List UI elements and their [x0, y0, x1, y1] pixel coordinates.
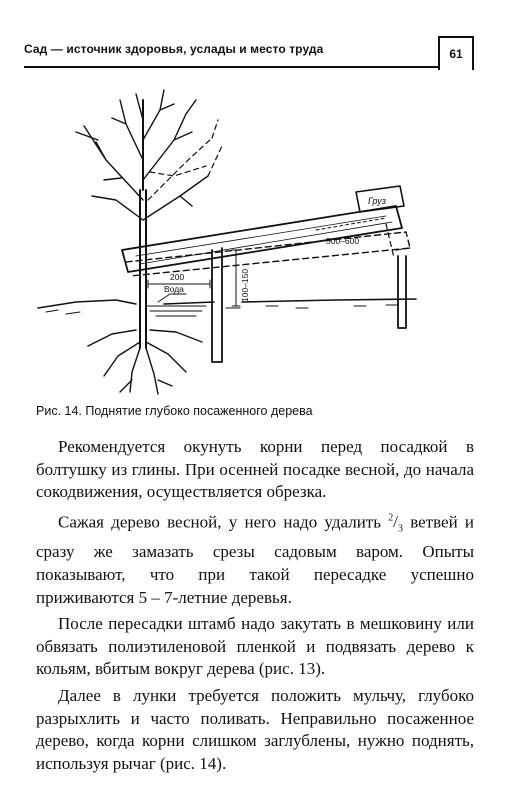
- fulcrum-post: [212, 248, 222, 362]
- header-title: Сад — источник здоровья, услады и место труда: [24, 42, 324, 56]
- page-number: 61: [438, 36, 474, 70]
- paragraph-text: ветвей и сразу же замазать срезы садовым варом. Опыты показывают, что при такой пересадке успешно приживаются 5 – 7-летние деревья.: [36, 512, 474, 607]
- weight-label: Груз: [368, 196, 386, 206]
- height-range-label: 500–600: [326, 236, 360, 246]
- water-label: Вода: [164, 284, 184, 294]
- paragraph: После пересадки штамб надо закутать в мешковину или обвязать полиэтиленовой пленкой и подвязать дерево к кольям, вбитым вокруг дерева (рис. 13).: [36, 614, 474, 679]
- lever-beam: [122, 206, 402, 272]
- tree-lifting-illustration: [36, 80, 476, 400]
- ground-line: [38, 299, 416, 308]
- height-range-line: [316, 218, 386, 230]
- distance-label: 200: [170, 272, 185, 282]
- water-marker: [158, 294, 186, 302]
- body-text: [36, 436, 474, 779]
- right-post: [398, 256, 406, 328]
- paragraph: [36, 508, 474, 609]
- fraction-denominator: 3: [397, 523, 403, 535]
- paragraph-text: Сажая дерево весной, у него надо удалить: [58, 512, 389, 532]
- figure-caption: Рис. 14. Поднятие глубоко посаженного дерева: [36, 404, 313, 418]
- fraction-numerator: 2: [388, 512, 394, 524]
- depth-dimension-line: [232, 250, 240, 306]
- fraction-two-thirds: $^2/_3$: [388, 512, 403, 535]
- depth-range-label: 100–150: [240, 268, 250, 302]
- running-header: [24, 40, 460, 68]
- paragraph: Далее в лунки требуется положить мульчу, глубоко разрыхлить и часто поливать. Неправильно посаженное дерево, когда корни слишком заглублены, нужно поднять, используя рычаг (рис. 14).: [36, 685, 474, 773]
- lever-beam-raised: [126, 232, 410, 276]
- paragraph: Рекомендуется окунуть корни перед посадкой в болтушку из глины. При осенней посадке весной, до начала сокодвижения, осуществляется обрезка.: [36, 437, 474, 502]
